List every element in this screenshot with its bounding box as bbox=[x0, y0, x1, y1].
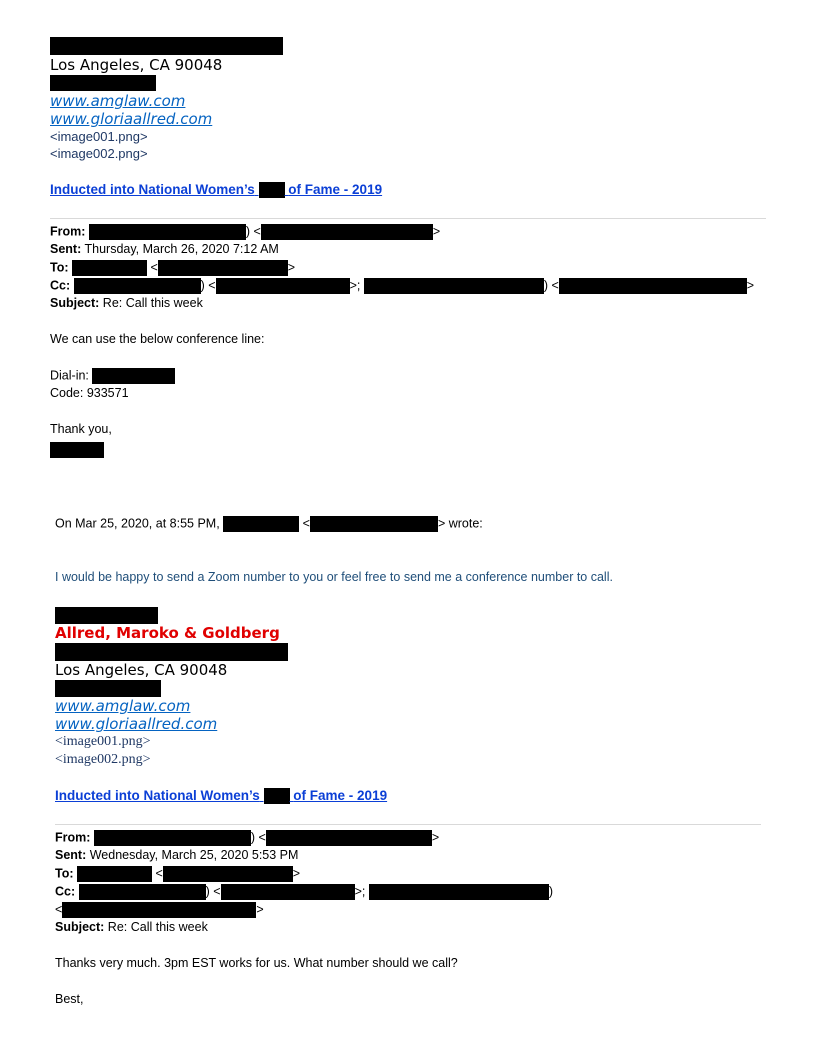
redaction bbox=[310, 516, 438, 532]
email2-to-row bbox=[55, 866, 300, 882]
divider bbox=[50, 218, 766, 219]
subject-label: Subject: bbox=[55, 920, 105, 934]
email1-body-line: We can use the below conference line: bbox=[50, 332, 265, 346]
email2-from-row bbox=[55, 830, 439, 846]
email2-cc-continued-row bbox=[55, 902, 264, 918]
redaction bbox=[94, 830, 251, 846]
subject-label: Subject: bbox=[50, 296, 100, 310]
punct: > bbox=[287, 260, 296, 275]
redaction bbox=[369, 884, 549, 900]
email2-sent-row bbox=[55, 848, 298, 862]
redaction bbox=[55, 643, 288, 661]
sig2-hall-of-fame-link[interactable] bbox=[55, 788, 387, 804]
redaction bbox=[264, 788, 290, 804]
redaction bbox=[79, 884, 206, 900]
redaction bbox=[55, 607, 158, 625]
punct: < bbox=[155, 866, 163, 881]
subject-value: Re: Call this week bbox=[102, 296, 203, 310]
cc-label: Cc: bbox=[50, 278, 71, 293]
punct: > bbox=[746, 278, 755, 293]
punct: ) bbox=[548, 884, 554, 899]
sig2-link-amglaw[interactable]: www.amglaw.com bbox=[55, 697, 191, 715]
quote-on-line bbox=[55, 516, 483, 532]
sent-value: Thursday, March 26, 2020 7:12 AM bbox=[84, 242, 279, 256]
sig1-image-placeholder-2: <image002.png> bbox=[50, 146, 148, 161]
redaction bbox=[92, 368, 175, 384]
email1-sent-row bbox=[50, 242, 279, 256]
email1-subject-row bbox=[50, 296, 203, 310]
redaction bbox=[259, 182, 285, 198]
hof-text-pre: Inducted into National Women’s bbox=[55, 788, 260, 803]
punct: ) < bbox=[200, 278, 216, 293]
redaction bbox=[163, 866, 293, 882]
redaction bbox=[77, 866, 152, 882]
punct: >; bbox=[354, 884, 366, 899]
redaction bbox=[221, 884, 355, 900]
redaction bbox=[72, 260, 147, 276]
to-label: To: bbox=[55, 866, 74, 881]
email2-cc-row bbox=[55, 884, 553, 900]
punct: > bbox=[431, 830, 440, 845]
email1-from-row bbox=[50, 224, 440, 240]
hof-text-pre: Inducted into National Women’s bbox=[50, 182, 255, 197]
cc-label: Cc: bbox=[55, 884, 76, 899]
on-post: > wrote: bbox=[437, 516, 483, 531]
email1-to-row bbox=[50, 260, 295, 276]
redaction bbox=[216, 278, 350, 294]
sig1-image-placeholder-1: <image001.png> bbox=[50, 129, 148, 144]
redaction bbox=[50, 74, 156, 92]
sig2-firm-name: Allred, Maroko & Goldberg bbox=[55, 624, 280, 642]
divider bbox=[55, 824, 761, 825]
redaction bbox=[364, 278, 544, 294]
sig1-city: Los Angeles, CA 90048 bbox=[50, 56, 223, 74]
punct: ) < bbox=[245, 224, 261, 239]
punct: ) < bbox=[250, 830, 266, 845]
sig2-link-gloriaallred[interactable]: www.gloriaallred.com bbox=[55, 715, 218, 733]
redaction bbox=[261, 224, 433, 240]
to-label: To: bbox=[50, 260, 69, 275]
redaction bbox=[223, 516, 299, 532]
from-label: From: bbox=[50, 224, 86, 239]
quote-message: I would be happy to send a Zoom number to you or feel free to send me a conference number to call. bbox=[55, 570, 613, 584]
sig1-link-gloriaallred[interactable]: www.gloriaallred.com bbox=[50, 110, 213, 128]
punct: < bbox=[302, 516, 310, 531]
from-label: From: bbox=[55, 830, 91, 845]
redaction bbox=[50, 441, 104, 459]
punct: > bbox=[292, 866, 301, 881]
email1-cc-row bbox=[50, 278, 754, 294]
redaction bbox=[62, 902, 256, 918]
redaction bbox=[74, 278, 201, 294]
sig1-link-amglaw[interactable]: www.amglaw.com bbox=[50, 92, 186, 110]
sent-label: Sent: bbox=[55, 848, 87, 862]
redaction bbox=[50, 37, 283, 55]
dialin-label: Dial-in: bbox=[50, 368, 89, 383]
sig1-hall-of-fame-link[interactable] bbox=[50, 182, 382, 198]
redaction bbox=[89, 224, 246, 240]
punct: ) < bbox=[543, 278, 559, 293]
punct: < bbox=[55, 902, 63, 917]
punct: >; bbox=[349, 278, 361, 293]
redaction bbox=[55, 680, 161, 698]
email1-thanks: Thank you, bbox=[50, 422, 112, 436]
email1-code: Code: 933571 bbox=[50, 386, 129, 400]
subject-value: Re: Call this week bbox=[107, 920, 208, 934]
hof-text-post: of Fame - 2019 bbox=[293, 788, 388, 803]
redaction bbox=[559, 278, 747, 294]
sent-value: Wednesday, March 25, 2020 5:53 PM bbox=[89, 848, 299, 862]
redaction bbox=[266, 830, 432, 846]
punct: ) < bbox=[205, 884, 221, 899]
email2-subject-row bbox=[55, 920, 208, 934]
punct: < bbox=[150, 260, 158, 275]
on-pre: On Mar 25, 2020, at 8:55 PM, bbox=[55, 516, 220, 531]
punct: > bbox=[256, 902, 264, 917]
email2-best: Best, bbox=[55, 992, 84, 1006]
email1-dialin bbox=[50, 368, 175, 384]
sent-label: Sent: bbox=[50, 242, 82, 256]
hof-text-post: of Fame - 2019 bbox=[288, 182, 383, 197]
sig2-city: Los Angeles, CA 90048 bbox=[55, 661, 228, 679]
email2-body-line: Thanks very much. 3pm EST works for us. What number should we call? bbox=[55, 956, 458, 970]
sig2-image-placeholder-1: <image001.png> bbox=[55, 734, 151, 749]
sig2-image-placeholder-2: <image002.png> bbox=[55, 752, 151, 767]
redaction bbox=[158, 260, 288, 276]
punct: > bbox=[432, 224, 441, 239]
